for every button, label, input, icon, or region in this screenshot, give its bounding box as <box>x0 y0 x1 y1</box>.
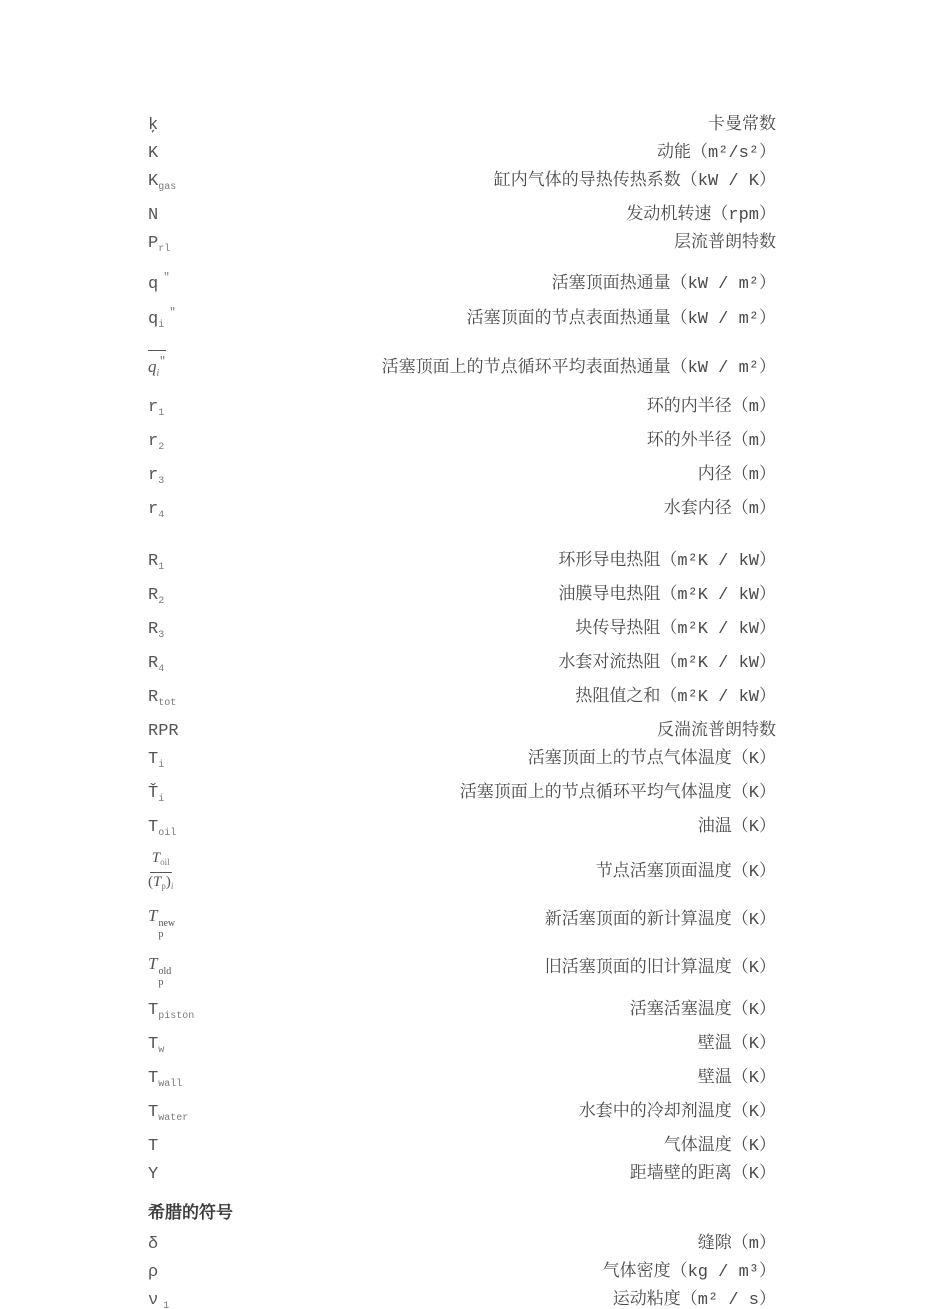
symbol-subscript: i <box>158 794 165 805</box>
definition: 距墙壁的距离（K） <box>629 1165 776 1184</box>
symbol-row <box>148 746 776 780</box>
symbol-base: ) <box>165 874 171 890</box>
symbol <box>148 462 164 496</box>
symbol-base: Ť <box>148 784 159 803</box>
symbol-base: r <box>148 500 159 519</box>
symbol-row <box>148 650 776 684</box>
symbol-row <box>148 496 776 530</box>
symbol-row <box>148 947 776 991</box>
symbol-base: T <box>148 1035 159 1054</box>
symbol <box>148 1031 164 1065</box>
symbol <box>148 1099 188 1133</box>
definition: 水套对流热阻（m²K / kW） <box>558 654 776 673</box>
symbol <box>148 548 164 582</box>
symbol-base: r <box>148 466 159 485</box>
definition: 油温（K） <box>697 818 776 837</box>
symbol-row <box>148 548 776 582</box>
symbol-subscript: i <box>158 320 165 331</box>
symbol-subscript: 2 <box>158 442 165 453</box>
symbol-row <box>148 140 776 168</box>
symbol-row <box>148 1099 776 1133</box>
definition: 油膜导电热阻（m²K / kW） <box>558 586 776 605</box>
symbol-row <box>148 1031 776 1065</box>
definition: 活塞顶面上的节点循环平均气体温度（K） <box>459 784 776 803</box>
definition: 缸内气体的导热传热系数（kW / K） <box>493 172 776 191</box>
symbol-row <box>148 428 776 462</box>
symbol-subscript: i <box>156 368 160 379</box>
symbol-base: R <box>148 688 159 707</box>
symbol <box>148 850 173 895</box>
symbol-base: K <box>148 172 159 191</box>
symbol-row <box>148 616 776 650</box>
symbol-subscript: 1 <box>163 1301 170 1309</box>
symbol-base: R <box>148 552 159 571</box>
symbol-base: q <box>148 357 157 376</box>
symbol-row <box>148 230 776 264</box>
definition: 气体温度（K） <box>663 1137 776 1156</box>
symbol-subscript: 4 <box>158 664 165 675</box>
symbol-subscript: tot <box>158 698 177 709</box>
symbol <box>148 1161 158 1189</box>
symbol <box>148 264 170 299</box>
symbol-row <box>148 350 776 384</box>
symbol-row <box>148 112 776 140</box>
definition: 水套内径（m） <box>663 500 776 519</box>
symbol-row <box>148 202 776 230</box>
symbol-subscript: i <box>170 881 174 891</box>
symbol-subscript: i <box>158 760 165 771</box>
symbol-base: Y <box>148 1165 159 1184</box>
symbol-base: R <box>148 586 159 605</box>
symbol-base: T <box>148 818 159 837</box>
symbol-row <box>148 1287 776 1309</box>
symbol <box>148 394 164 428</box>
symbol-base: T <box>153 874 162 890</box>
symbol-base: ķ <box>148 116 159 135</box>
symbol-row <box>148 684 776 718</box>
symbol-base: T <box>148 1103 159 1122</box>
sup-sub-stack: new p <box>158 918 176 940</box>
symbol <box>148 230 170 264</box>
symbol <box>148 684 176 718</box>
symbol-base: ( <box>148 874 153 890</box>
symbol-row <box>148 264 776 299</box>
definition: 活塞顶面上的节点气体温度（K） <box>527 750 776 769</box>
symbol-subscript: 1 <box>158 408 165 419</box>
symbol-row <box>148 394 776 428</box>
section-heading: 希腊的符号 <box>148 1203 233 1223</box>
symbol-subscript: p <box>161 881 166 891</box>
definition: 活塞活塞温度（K） <box>629 1001 776 1020</box>
definition: 旧活塞顶面的旧计算温度（K） <box>544 959 776 978</box>
definition: 水套中的冷却剂温度（K） <box>578 1103 776 1122</box>
symbol-row <box>148 850 776 895</box>
definition: 运动粘度（m² / s） <box>612 1291 776 1309</box>
symbol-subscript: rl <box>158 244 171 255</box>
symbol-base: T <box>148 1001 159 1020</box>
definition: 壁温（K） <box>697 1069 776 1088</box>
symbol-superscript: ″ <box>163 272 170 284</box>
overline-group <box>148 350 166 384</box>
definition: 发动机转速（rpm） <box>626 206 776 225</box>
symbol-row <box>148 780 776 814</box>
symbol-base: N <box>148 206 159 225</box>
symbol-base: δ <box>148 1235 159 1254</box>
definition: 活塞顶面热通量（kW / m²） <box>551 275 776 294</box>
symbol-row <box>148 168 776 202</box>
symbol-subscript: 1 <box>158 562 165 573</box>
definition: 环形导电热阻（m²K / kW） <box>558 552 776 571</box>
symbol-row <box>148 582 776 616</box>
definition: 层流普朗特数 <box>674 234 776 253</box>
symbol-base: T <box>148 750 159 769</box>
symbol-row <box>148 1133 776 1161</box>
symbol-subscript: gas <box>158 182 177 193</box>
symbol-row <box>148 299 776 340</box>
symbol <box>148 168 176 202</box>
definition: 气体密度（kg / m³） <box>602 1263 776 1282</box>
symbol <box>148 299 176 340</box>
symbol-base: RPR <box>148 722 179 741</box>
symbol-row <box>148 1259 776 1287</box>
definition: 环的外半径（m） <box>646 432 776 451</box>
symbol <box>148 997 194 1031</box>
symbol-base: T <box>148 1137 159 1156</box>
definition: 动能（m²/s²） <box>656 144 776 163</box>
symbol <box>148 1231 158 1259</box>
symbol-subscript: water <box>158 1113 189 1124</box>
symbol-superscript: ″ <box>169 307 176 319</box>
symbol-base: r <box>148 398 159 417</box>
symbol <box>148 1133 158 1161</box>
definition: 环的内半径（m） <box>646 398 776 417</box>
definition: 缝隙（m） <box>697 1235 776 1254</box>
symbol <box>148 616 164 650</box>
symbol <box>148 746 164 780</box>
symbol-base: ν <box>148 1291 159 1309</box>
symbol <box>148 496 164 530</box>
symbol-row <box>148 997 776 1031</box>
symbol-subscript: w <box>158 1045 165 1056</box>
symbol-base: R <box>148 620 159 639</box>
symbol-subscript: 2 <box>158 596 165 607</box>
definition: 节点活塞顶面温度（K） <box>595 862 776 882</box>
symbol-subscript: oil <box>158 828 177 839</box>
symbol <box>148 112 158 140</box>
symbol-base: T <box>151 850 161 866</box>
symbol-row <box>148 462 776 496</box>
symbol-base: T <box>148 906 158 925</box>
symbol-row <box>148 899 776 943</box>
symbol-base: r <box>148 432 159 451</box>
symbol-superscript: ″ <box>159 356 166 368</box>
symbol-base: ρ <box>148 1263 159 1282</box>
symbol-base: q <box>148 275 159 294</box>
definition: 活塞顶面上的节点循环平均表面热通量（kW / m²） <box>381 359 776 378</box>
symbol <box>148 1287 169 1309</box>
symbol-base: T <box>148 1069 159 1088</box>
symbol <box>148 140 158 168</box>
symbol <box>148 428 164 462</box>
definition: 新活塞顶面的新计算温度（K） <box>544 911 776 930</box>
symbol-base: P <box>148 234 159 253</box>
symbol-subscript: oil <box>160 857 170 867</box>
symbol-row <box>148 1065 776 1099</box>
definition: 内径（m） <box>697 466 776 485</box>
definition: 块传导热阻（m²K / kW） <box>575 620 776 639</box>
symbol-base: T <box>148 954 158 973</box>
symbol <box>148 202 158 230</box>
symbol-subscript: 3 <box>158 630 165 641</box>
symbol-row <box>148 814 776 848</box>
symbol-subscript: 3 <box>158 476 165 487</box>
symbol <box>148 350 166 384</box>
fraction-symbol <box>148 850 173 895</box>
definition: 卡曼常数 <box>708 116 776 135</box>
symbol-row <box>148 1161 776 1189</box>
symbol-row <box>148 1231 776 1259</box>
symbol <box>148 650 164 684</box>
symbol <box>148 950 171 988</box>
definition: 壁温（K） <box>697 1035 776 1054</box>
symbol <box>148 718 179 746</box>
definition: 活塞顶面的节点表面热通量（kW / m²） <box>466 310 776 329</box>
symbol <box>148 582 164 616</box>
symbol-subscript: piston <box>158 1011 195 1022</box>
symbol-base: R <box>148 654 159 673</box>
symbol-subscript: 4 <box>158 510 165 521</box>
symbol-row <box>148 718 776 746</box>
symbol <box>148 814 176 848</box>
symbol <box>148 1065 182 1099</box>
sup-sub-stack: old p <box>158 966 172 988</box>
symbol <box>148 780 164 814</box>
symbol-subscript: wall <box>158 1079 183 1090</box>
symbol-base: q <box>148 310 159 329</box>
definition: 热阻值之和（m²K / kW） <box>575 688 776 707</box>
symbol <box>148 902 175 940</box>
symbol-base: K <box>148 144 159 163</box>
definition: 反湍流普朗特数 <box>657 722 776 741</box>
symbol <box>148 1259 158 1287</box>
